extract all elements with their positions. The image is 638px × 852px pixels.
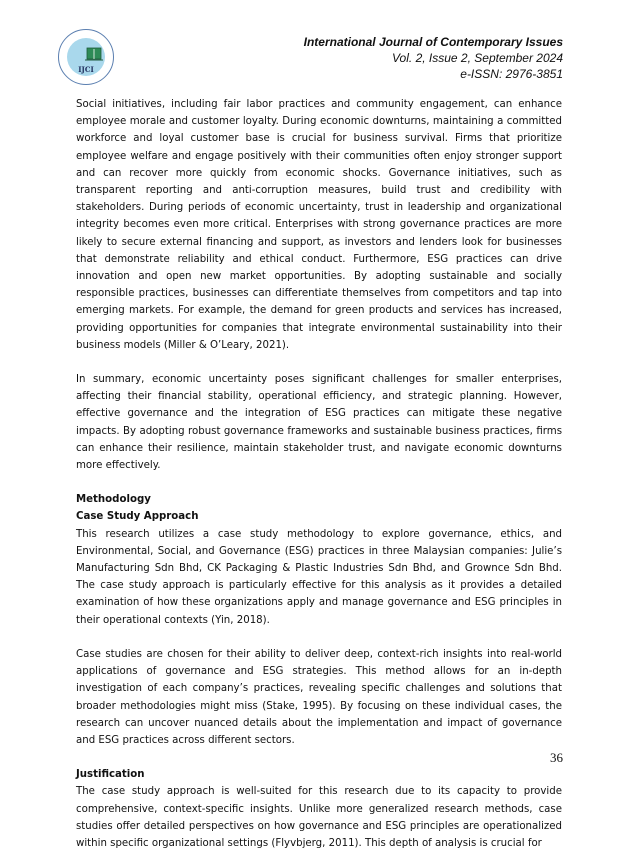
journal-header <box>304 34 563 82</box>
journal-title: International Journal of Contemporary Issues <box>303 35 563 49</box>
journal-logo <box>58 29 114 85</box>
logo-emblem <box>67 38 105 76</box>
paragraph: In summary, economic uncertainty poses significant challenges for smaller enterprises, affecting their financial stability, operational efficiency, and strategic planning. However, effective governance and the integration of ESG practices can mitigate these negative impacts. By adopting robust governance frameworks and sustainable business practices, firms can enhance their resilience, maintain stakeholder trust, and navigate economic downturns more effectively. <box>76 374 562 472</box>
journal-volume: Vol. 2, Issue 2, September 2024 <box>392 51 563 65</box>
journal-issn: e-ISSN: 2976-3851 <box>460 67 563 81</box>
paragraph: Social initiatives, including fair labor practices and community engagement, can enhance employee morale and customer loyalty. During economic downturns, maintaining a committed workforce and loyal customer base is crucial for business survival. Firms that prioritize employee welfare and engage positively with their communities often enjoy stronger support and can recover more quickly from economic shocks. Governance initiatives, such as transparent reporting and anti-corruption measures, build trust and credibility with stakeholders. During periods of economic uncertainty, trust in leadership and organizational integrity becomes even more critical. Enterprises with strong governance practices are more likely to secure external financing and support, as investors and lenders look for businesses that demonstrate reliability and ethical conduct. Furthermore, ESG practices can drive innovation and open new market opportunities. By adopting sustainable and socially responsible practices, businesses can differentiate themselves from competitors and tap into emerging markets. For example, the demand for green products and services has increased, providing opportunities for companies that integrate environmental sustainability into their business models (Miller & O’Leary, 2021). <box>76 99 562 351</box>
paragraph: This research utilizes a case study methodology to explore governance, ethics, and Environmental, Social, and Governance (ESG) practices in three Malaysian companies: Julie’s Manufacturing Sdn Bhd, CK Packaging & Plastic Industries Sdn Bhd, and Grownce Sdn Bhd. The case study approach is particularly effective for this analysis as it provides a detailed examination of how these organizations apply and manage governance and ESG principles in their operational contexts (Yin, 2018). <box>76 528 562 626</box>
section-heading: Methodology <box>76 494 151 506</box>
logo-text: IJCI <box>78 65 94 74</box>
subsection-heading: Justification <box>76 769 145 781</box>
body-text <box>76 96 562 852</box>
subsection-heading: Case Study Approach <box>76 511 199 523</box>
paragraph: The case study approach is well-suited for this research due to its capacity to provide comprehensive, context-specific insights. Unlike more generalized research methods, case studies offer detailed perspectives on how governance and ESG principles are operationalized within specific organizational settings (Flyvbjerg, 2011). This depth of analysis is crucial for <box>76 786 562 849</box>
book-icon <box>84 47 104 63</box>
paragraph: Case studies are chosen for their ability to deliver deep, context-rich insights into real-world applications of governance and ESG strategies. This method allows for an in-depth investigation of each company’s practices, revealing specific challenges and solutions that broader methodologies might miss (Stake, 1995). By focusing on these individual cases, the research can uncover nuanced details about the implementation and impact of governance and ESG practices across different sectors. <box>76 648 562 746</box>
page-number: 36 <box>550 750 563 765</box>
